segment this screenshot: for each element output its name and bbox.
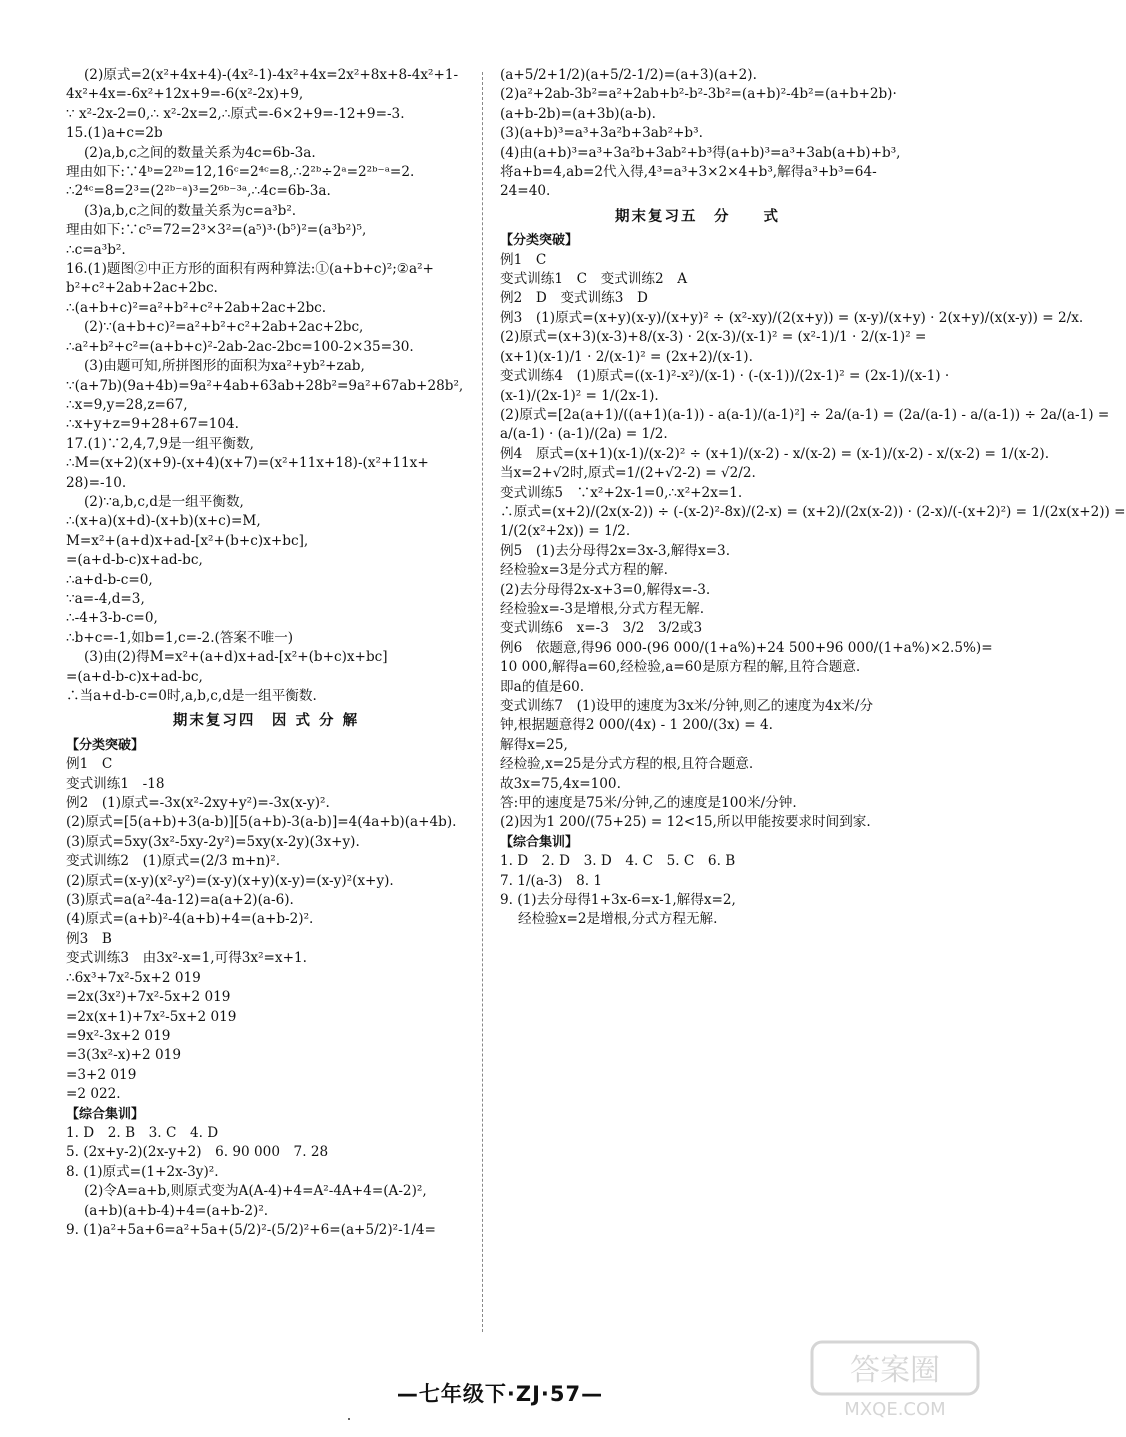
answer-line: 9. (1)a²+5a+6=a²+5a+(5/2)²-(5/2)²+6=(a+5/2)²-1/4= [66,1221,436,1238]
left-answer-lines [66,66,466,706]
section5-category-tag: 【分类突破】 [500,233,579,249]
answer-line: b²+c²+2ab+2ac+2bc. [66,280,218,297]
answer-line: (2)∵a,b,c,d是一组平衡数, [84,493,244,510]
answer-line: 变式训练7 (1)设甲的速度为3x米/分钟,则乙的速度为4x米/分 [500,698,874,714]
answer-line: (3)由题可知,所拼图形的面积为xa²+yb²+zab, [84,358,365,375]
right-column [500,66,1126,930]
answer-line: (4)原式=(a+b)²-4(a+b)+4=(a+b-2)². [66,911,314,928]
answer-line: =3(3x²-x)+2 019 [66,1047,181,1064]
answer-line: ∴b+c=-1,如b=1,c=-2.(答案不唯一) [66,629,294,646]
answer-line: (a+b-2b)=(a+3b)(a-b). [500,105,656,122]
answer-line: ∴x+y+z=9+28+67=104. [66,416,240,433]
section5-title: 期末复习五 分 式 [615,208,780,225]
section4-comprehensive-lines [66,1124,466,1240]
watermark-logo [810,1340,980,1420]
answer-line: 理由如下:∵4ᵇ=2²ᵇ=12,16ᶜ=2⁴ᶜ=8,∴2²ᵇ÷2ᵃ=2²ᵇ⁻ᵃ=2. [66,164,415,181]
answer-line: 当x=2+√2时,原式=1/(2+√2-2) = √2/2. [500,465,756,482]
answer-line: (2)原式=2(x²+4x+4)-(4x²-1)-4x²+4x=2x²+8x+8-4x²+1- [84,67,459,83]
section4-answer-lines [66,755,466,1104]
section5-comprehensive-tag: 【综合集训】 [500,834,579,850]
section5-comprehensive-lines [500,852,895,930]
answer-line: (a+b)(a+b-4)+4=(a+b-2)². [84,1202,269,1219]
answer-line: 1. D 2. D 3. D 4. C 5. C 6. B [500,853,736,870]
answer-line: 5. (2x+y-2)(2x-y+2) 6. 90 000 7. 28 [66,1144,329,1161]
answer-line: 变式训练4 (1)原式=((x-1)²-x²)/(x-1) · (-(x-1))/(2x-1)² = (2x-1)/(x-1) · [500,368,950,385]
answer-line: =(a+d-b-c)x+ad-bc, [66,552,203,569]
answer-line: 故3x=75,4x=100. [500,775,621,792]
answer-line: (3)由(2)得M=x²+(a+d)x+ad-[x²+(b+c)x+bc] [84,649,388,666]
answer-line: 例2 (1)原式=-3x(x²-2xy+y²)=-3x(x-y)². [66,795,330,812]
answer-line: 例2 D 变式训练3 D [500,290,648,307]
answer-line: 例1 C [500,251,547,268]
answer-line: 17.(1)∵2,4,7,9是一组平衡数, [66,435,254,452]
answer-line: (4)由(a+b)³=a³+3a²b+3ab²+b³得(a+b)³=a³+3ab(a+b)+b³, [500,144,901,161]
answer-line: ∴2⁴ᶜ=8=2³=(2²ᵇ⁻ᵃ)³=2⁶ᵇ⁻³ᵃ,∴4c=6b-3a. [66,183,331,200]
answer-line: 变式训练6 x=-3 3/2 3/2或3 [500,620,703,637]
answer-line: 例3 (1)原式=(x+y)(x-y)/(x+y)² ÷ (x²-xy)/(2(x+y)) = (x-y)/(x+y) · 2(x+y)/(x(x-y)) = 2/x. [500,309,1084,326]
answer-line: 变式训练2 (1)原式=(2/3 m+n)². [66,853,281,870]
answer-line: 解得x=25, [500,736,568,753]
answer-line: 变式训练1 C 变式训练2 A [500,271,688,288]
answer-line: 例4 原式=(x+1)(x-1)/(x-2)² ÷ (x+1)/(x-2) - x/(x-2) = (x-1)/(x-2) - x/(x-2) = 1/(x-2). [500,445,1050,462]
answer-line: (x+1)(x-1)/1 · 2/(x-1)² = (2x+2)/(x-1). [500,348,753,365]
answer-line: ∴-4+3-b-c=0, [66,610,158,627]
answer-line: M=x²+(a+d)x+ad-[x²+(b+c)x+bc], [66,532,309,549]
answer-line: =(a+d-b-c)x+ad-bc, [66,668,203,685]
section4-category-tag: 【分类突破】 [66,737,145,753]
answer-line: 即a的值是60. [500,678,585,695]
answer-line: 将a+b=4,ab=2代入得,4³=a³+3×2×4+b³,解得a³+b³=64- [500,164,877,181]
answer-line: 例1 C [66,756,113,773]
answer-line: (3)原式=a(a²-4a-12)=a(a+2)(a-6). [66,892,294,909]
answer-line: ∴(a+b+c)²=a²+b²+c²+2ab+2ac+2bc. [66,299,327,316]
answer-line: 经检验x=-3是增根,分式方程无解. [500,600,705,617]
answer-line: ∴原式=(x+2)/(2x(x-2)) ÷ (-(x-2)²-8x)/(2-x) = (x+2)/(2x(x-2)) · (2-x)/(-(x+2)²) = 1/(2x(x+2)) = [500,503,1126,520]
answer-line: ∴a+d-b-c=0, [66,571,153,588]
answer-line: 4x²+4x=-6x²+12x+9=-6(x²-2x)+9, [66,86,304,103]
answer-line: (2)a²+2ab-3b²=a²+2ab+b²-b²-3b²=(a+b)²-4b²=(a+b+2b)· [500,86,897,103]
answer-line: 10 000,解得a=60,经检验,a=60是原方程的解,且符合题意. [500,659,861,676]
answer-line: 经检验,x=25是分式方程的根,且符合题意. [500,756,754,773]
answer-line: 7. 1/(a-3) 8. 1 [500,872,603,889]
answer-line: (2)原式=(x-y)(x²-y²)=(x-y)(x+y)(x-y)=(x-y)²(x+y). [66,872,394,889]
answer-line: =2x(3x²)+7x²-5x+2 019 [66,989,231,1006]
answer-line: ∴当a+d-b-c=0时,a,b,c,d是一组平衡数. [66,688,317,704]
answer-line: =2 022. [66,1086,121,1103]
answer-line: 16.(1)题图②中正方形的面积有两种算法:①(a+b+c)²;②a²+ [66,261,434,278]
section5-answer-lines [500,251,1126,833]
answer-line: (3)(a+b)³=a³+3a²b+3ab²+b³. [500,125,703,142]
answer-line: (2)去分母得2x-x+3=0,解得x=-3. [500,581,711,598]
answer-line: 9. (1)去分母得1+3x-6=x-1,解得x=2, [500,892,736,909]
answer-line: ∴a²+b²+c²=(a+b+c)²-2ab-2ac-2bc=100-2×35=30. [66,338,414,355]
answer-line: 钟,根据题意得2 000/(4x) - 1 200/(3x) = 4. [500,717,773,734]
answer-line: ∴x=9,y=28,z=67, [66,396,188,413]
answer-line: =2x(x+1)+7x²-5x+2 019 [66,1008,237,1025]
answer-line: (2)原式=[5(a+b)+3(a-b)][5(a+b)-3(a-b)]=4(4a+b)(a+4b). [66,814,457,831]
answer-line: ∵(a+7b)(9a+4b)=9a²+4ab+63ab+28b²=9a²+67ab+28b², [66,377,464,394]
section4-comprehensive-tag: 【综合集训】 [66,1106,145,1122]
answer-line: ∴6x³+7x²-5x+2 019 [66,969,201,986]
answer-line: a/(a-1) · (a-1)/(2a) = 1/2. [500,426,668,443]
answer-line: =9x²-3x+2 019 [66,1027,171,1044]
answer-line: 变式训练1 -18 [66,775,165,792]
right-answer-lines [500,66,901,202]
answer-line: 答:甲的速度是75米/分钟,乙的速度是100米/分钟. [500,795,797,812]
answer-line: 24=40. [500,183,551,200]
answer-line: 例5 (1)去分母得2x=3x-3,解得x=3. [500,542,731,559]
answer-line: ∴M=(x+2)(x+9)-(x+4)(x+7)=(x²+11x+18)-(x²+11x+ [66,455,429,472]
answer-line: (x-1)/(2x-1)² = 1/(2x-1). [500,387,659,404]
answer-line: ∵a=-4,d=3, [66,590,145,607]
answer-line: (3)原式=5xy(3x²-5xy-2y²)=5xy(x-2y)(3x+y). [66,833,360,850]
answer-line: (a+5/2+1/2)(a+5/2-1/2)=(a+3)(a+2). [500,67,757,83]
answer-line: (2)a,b,c之间的数量关系为4c=6b-3a. [84,144,316,161]
answer-line: 28)=-10. [66,474,127,491]
section4-title: 期末复习四 因 式 分 解 [172,713,360,730]
answer-line: (2)令A=a+b,则原式变为A(A-4)+4=A²-4A+4=(A-2)², [84,1183,427,1200]
answer-line: =3+2 019 [66,1066,137,1083]
answer-line: 变式训练3 由3x²-x=1,可得3x²=x+1. [66,950,307,967]
page-footer: —七年级下·ZJ·57— [396,1382,604,1406]
answer-line: ∵ x²-2x-2=0,∴ x²-2x=2,∴原式=-6×2+9=-12+9=-3. [66,105,405,122]
print-speck [348,1418,350,1420]
answer-line: 变式训练5 ∵x²+2x-1=0,∴x²+2x=1. [500,484,743,501]
answer-line: 8. (1)原式=(1+2x-3y)². [66,1163,219,1180]
answer-line: 例6 依题意,得96 000-(96 000/(1+a%)+24 500+96 000/(1+a%)×2.5%)= [500,639,993,656]
svg-text:MXQE.COM: MXQE.COM [844,1399,946,1420]
answer-line: (2)原式=[2a(a+1)/((a+1)(a-1)) - a(a-1)/(a-1)²] ÷ 2a/(a-1) = (2a/(a-1) - a/(a-1)) ÷ 2a/(a-1) = [500,406,1110,423]
left-column [66,66,466,1240]
answer-line: 理由如下:∵c⁵=72=2³×3²=(a⁵)³·(b⁵)²=(a³b²)⁵, [66,222,367,239]
svg-text:答案圈: 答案圈 [850,1353,940,1388]
answer-line: 1/(2(x²+2x)) = 1/2. [500,523,631,540]
answer-line: 1. D 2. B 3. C 4. D [66,1124,219,1141]
answer-line: 15.(1)a+c=2b [66,125,163,142]
answer-line: 经检验x=2是增根,分式方程无解. [518,911,718,928]
answer-line: (3)a,b,c之间的数量关系为c=a³b². [84,202,297,219]
answer-line: 例3 B [66,930,112,947]
answer-line: (2)原式=(x+3)(x-3)+8/(x-3) · 2(x-3)/(x-1)² = (x²-1)/1 · 2/(x-1)² = [500,329,927,346]
answer-line: 经检验x=3是分式方程的解. [500,562,668,579]
answer-line: ∴(x+a)(x+d)-(x+b)(x+c)=M, [66,513,261,530]
answer-line: (2)因为1 200/(75+25) = 12<15,所以甲能按要求时间到家. [500,814,871,831]
answer-line: (2)∵(a+b+c)²=a²+b²+c²+2ab+2ac+2bc, [84,319,364,336]
column-divider [482,72,483,1332]
answer-line: ∴c=a³b². [66,241,126,258]
